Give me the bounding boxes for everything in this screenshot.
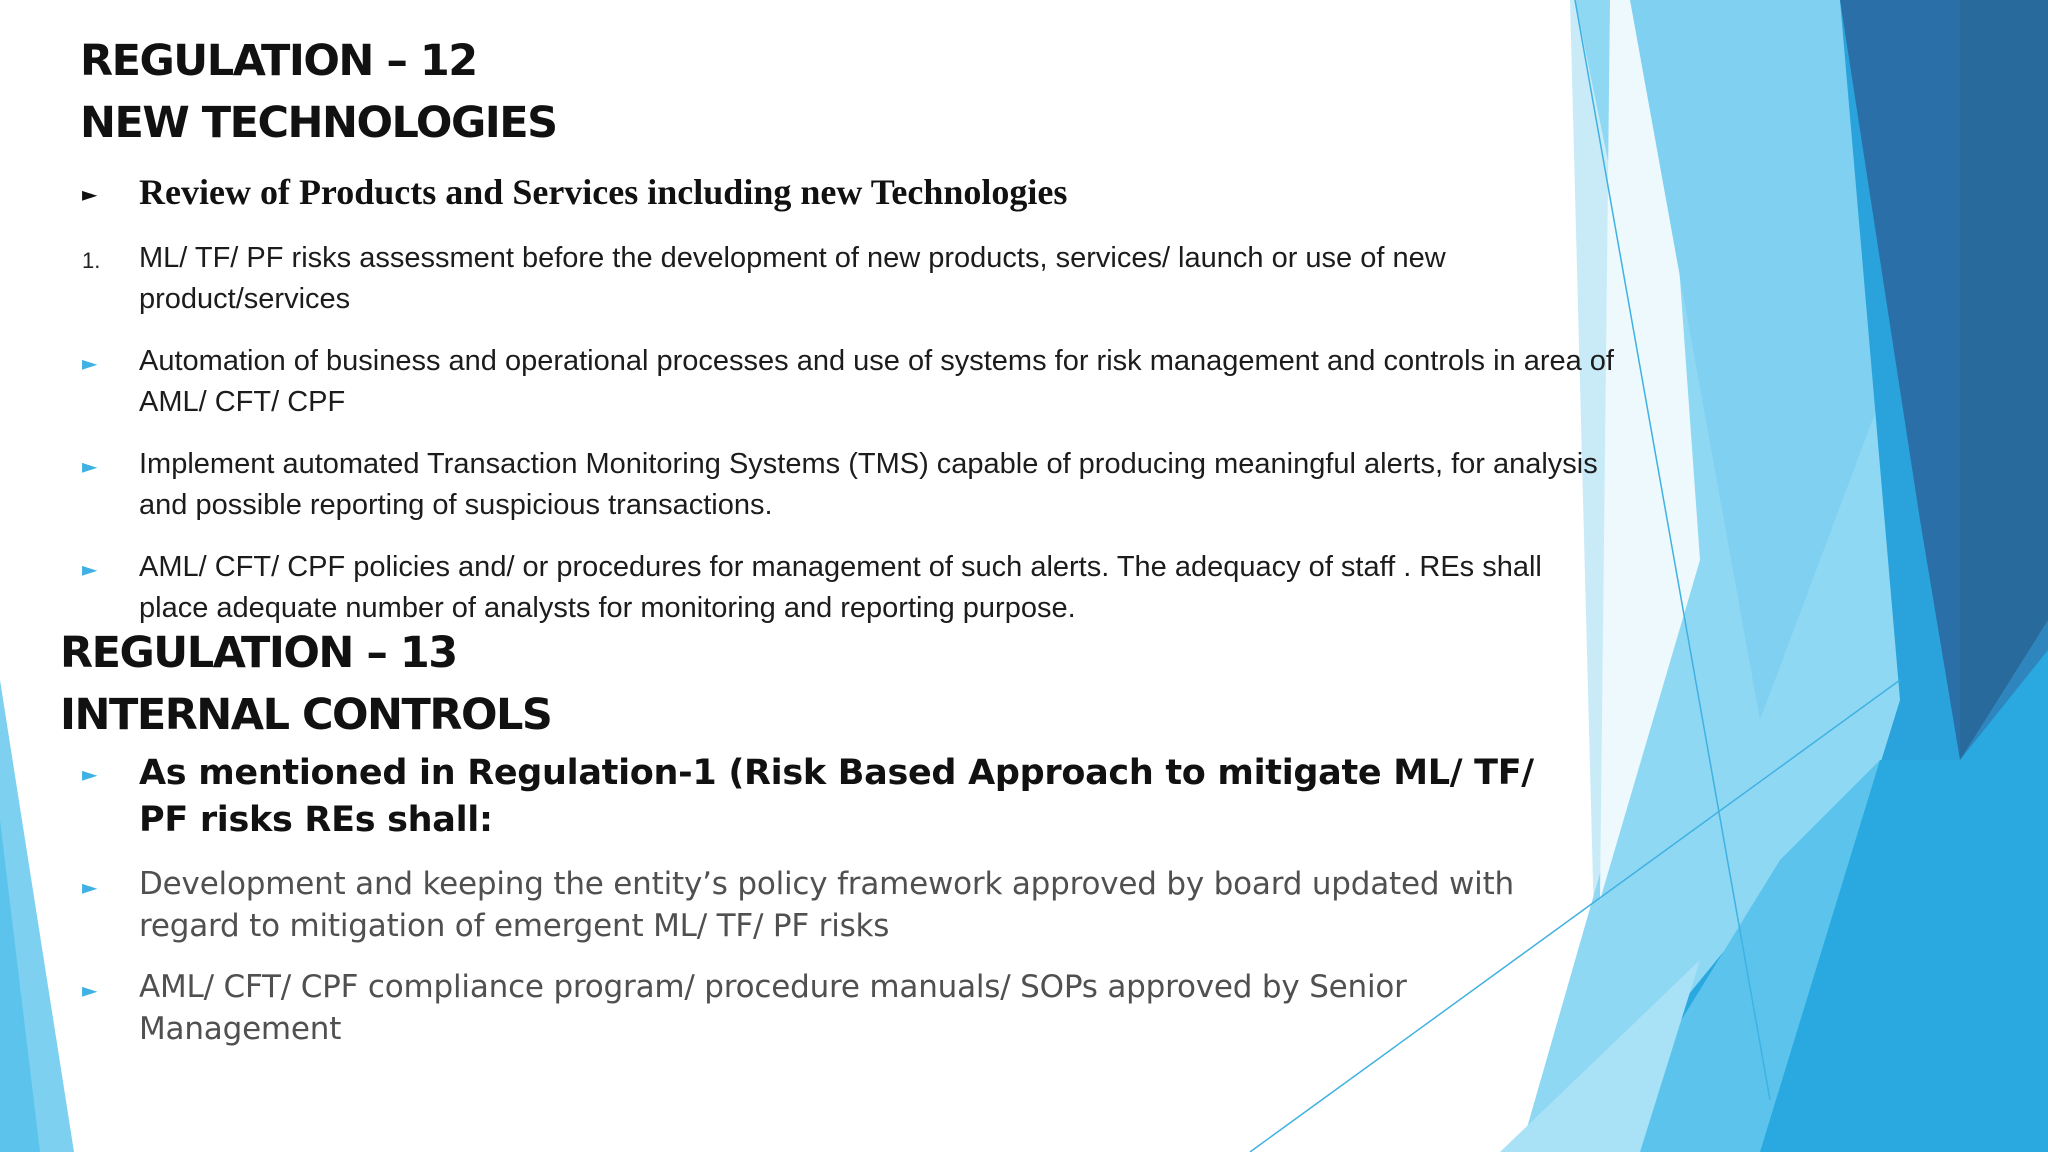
bullet-icon: ► xyxy=(82,351,98,375)
bullet-icon: ► xyxy=(82,182,98,206)
bullet-icon: ► xyxy=(82,557,98,581)
regulation-12-subtitle: NEW TECHNOLOGIES xyxy=(80,98,557,148)
list-item-text: Development and keeping the entity’s policy framework approved by board updated with regard to mitigation of emergent ML/ TF/ PF risks xyxy=(139,866,1514,944)
regulation-13-subtitle: INTERNAL CONTROLS xyxy=(60,690,552,740)
bullet-icon: ► xyxy=(82,762,98,786)
bullet-icon: ► xyxy=(82,454,98,478)
bullet-icon: ► xyxy=(82,875,98,899)
regulation-12-title: REGULATION – 12 xyxy=(80,36,477,86)
regulation-12-subheading: Review of Products and Services including new Technologies xyxy=(139,172,1068,212)
list-item-text: AML/ CFT/ CPF compliance program/ procedure manuals/ SOPs approved by Senior Management xyxy=(139,969,1407,1047)
list-item-text: Automation of business and operational processes and use of systems for risk management and controls in area of AML/ CFT/ CPF xyxy=(139,345,1614,418)
regulation-13-title: REGULATION – 13 xyxy=(60,628,457,678)
regulation-13-section xyxy=(0,620,2048,1080)
list-item-text: Implement automated Transaction Monitoring Systems (TMS) capable of producing meaningful alerts, for analysis and possible reporting of suspicious transactions. xyxy=(139,448,1598,521)
regulation-13-subheading: As mentioned in Regulation-1 (Risk Based Approach to mitigate ML/ TF/ PF risks REs shall: xyxy=(139,753,1534,840)
list-number: 1. xyxy=(82,248,101,273)
list-item-text: ML/ TF/ PF risks assessment before the development of new products, services/ launch or use of new product/services xyxy=(139,242,1446,315)
bullet-icon: ► xyxy=(82,978,98,1002)
list-item-text: AML/ CFT/ CPF policies and/ or procedures for management of such alerts. The adequacy of staff . REs shall place adequate number of analysts for monitoring and reporting purpose. xyxy=(139,551,1542,624)
